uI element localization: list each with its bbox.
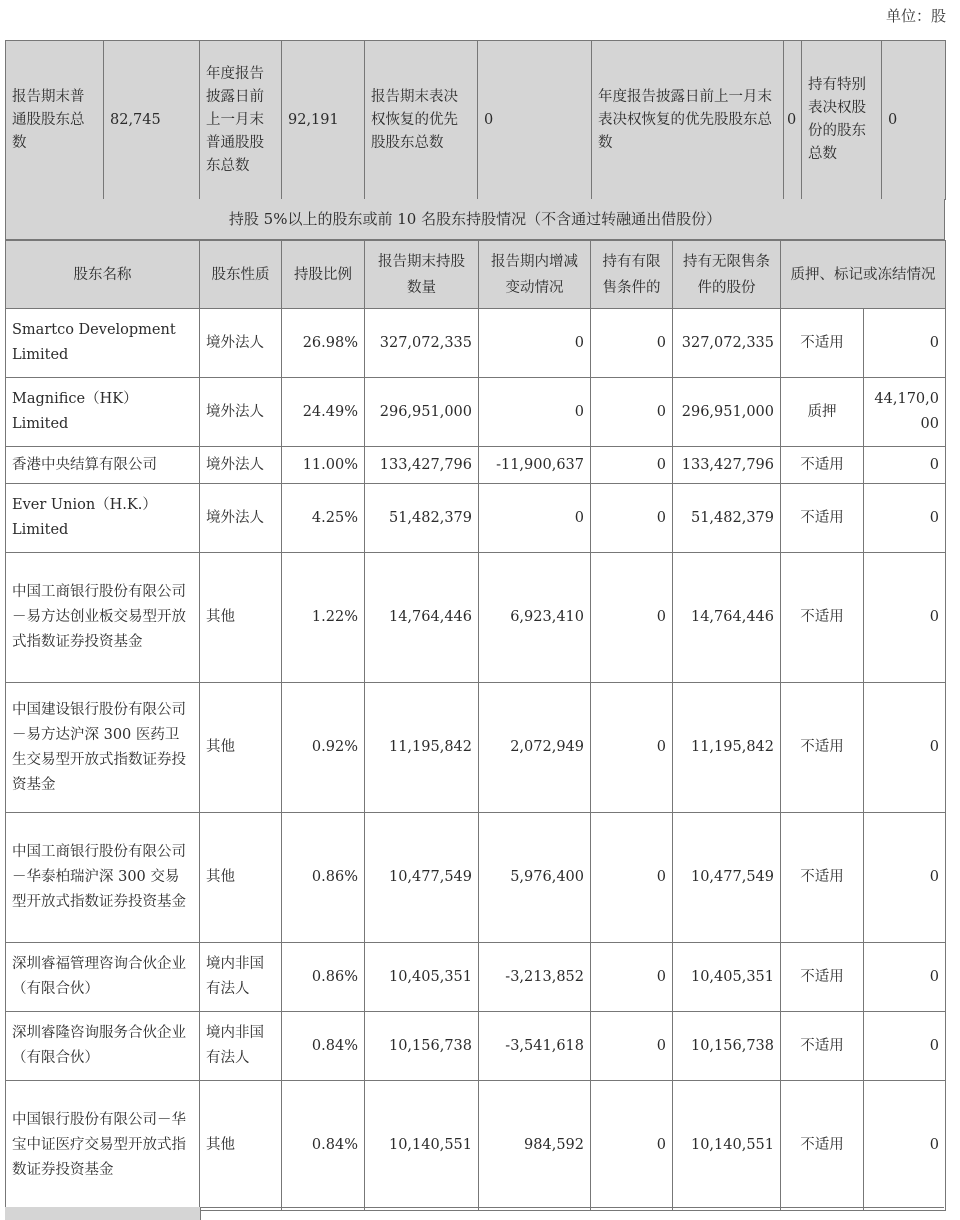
common-holders-value: 82,745 <box>104 41 200 200</box>
pledged-shares: 0 <box>864 943 946 1012</box>
special-value: 0 <box>882 41 946 200</box>
pledge-status: 不适用 <box>781 484 864 553</box>
table-continuation <box>5 1207 201 1220</box>
restricted-shares: 0 <box>591 553 673 683</box>
pledge-status: 质押 <box>781 378 864 447</box>
restricted-shares: 0 <box>591 484 673 553</box>
shares-change: 0 <box>479 378 591 447</box>
pledged-shares: 0 <box>864 683 946 813</box>
col-header-change: 报告期内增减变动情况 <box>479 241 591 309</box>
holding-ratio: 4.25% <box>282 484 365 553</box>
holder-name: 中国工商银行股份有限公司－华泰柏瑞沪深 300 交易型开放式指数证券投资基金 <box>6 813 200 943</box>
holding-ratio: 0.86% <box>282 813 365 943</box>
holders-table <box>5 240 946 1211</box>
holder-name: 香港中央结算有限公司 <box>6 447 200 484</box>
holder-nature: 境外法人 <box>200 447 282 484</box>
holding-ratio: 26.98% <box>282 309 365 378</box>
top-holders-banner: 持股 5%以上的股东或前 10 名股东持股情况（不含通过转融通出借股份） <box>5 199 945 240</box>
common-holders-label: 报告期末普通股股东总数 <box>6 41 104 200</box>
pledged-shares: 0 <box>864 309 946 378</box>
pledged-shares: 0 <box>864 484 946 553</box>
holder-name: Smartco Development Limited <box>6 309 200 378</box>
pledged-shares: 0 <box>864 1081 946 1211</box>
restricted-shares: 0 <box>591 1081 673 1211</box>
holding-ratio: 0.84% <box>282 1012 365 1081</box>
unrestricted-shares: 296,951,000 <box>673 378 781 447</box>
col-header-ratio: 持股比例 <box>282 241 365 309</box>
unit-label: 单位：股 <box>885 7 946 25</box>
table-row <box>6 484 946 553</box>
holding-ratio: 0.84% <box>282 1081 365 1211</box>
unrestricted-shares: 10,156,738 <box>673 1012 781 1081</box>
holder-name: 中国银行股份有限公司－华宝中证医疗交易型开放式指数证券投资基金 <box>6 1081 200 1211</box>
pledged-shares: 0 <box>864 1012 946 1081</box>
unrestricted-shares: 14,764,446 <box>673 553 781 683</box>
holder-name: 深圳睿隆咨询服务合伙企业（有限合伙） <box>6 1012 200 1081</box>
unrestricted-shares: 10,477,549 <box>673 813 781 943</box>
shares-change: 6,923,410 <box>479 553 591 683</box>
pledged-shares: 0 <box>864 813 946 943</box>
restricted-shares: 0 <box>591 447 673 484</box>
table-row <box>6 447 946 484</box>
shares-held: 10,477,549 <box>365 813 479 943</box>
summary-table <box>5 40 946 200</box>
shares-held: 14,764,446 <box>365 553 479 683</box>
col-header-unrestricted: 持有无限售条件的股份 <box>673 241 781 309</box>
unrestricted-shares: 10,405,351 <box>673 943 781 1012</box>
table-row <box>6 683 946 813</box>
pledge-status: 不适用 <box>781 943 864 1012</box>
common-prev-value: 92,191 <box>282 41 365 200</box>
holder-nature: 境内非国有法人 <box>200 1012 282 1081</box>
shares-change: -3,541,618 <box>479 1012 591 1081</box>
holder-name: 深圳睿福管理咨询合伙企业（有限合伙） <box>6 943 200 1012</box>
shares-change: 0 <box>479 309 591 378</box>
holder-name: Ever Union（H.K.） Limited <box>6 484 200 553</box>
restricted-shares: 0 <box>591 683 673 813</box>
restricted-shares: 0 <box>591 309 673 378</box>
holder-nature: 境外法人 <box>200 378 282 447</box>
unrestricted-shares: 10,140,551 <box>673 1081 781 1211</box>
shares-change: -11,900,637 <box>479 447 591 484</box>
pledge-status: 不适用 <box>781 683 864 813</box>
shares-held: 11,195,842 <box>365 683 479 813</box>
shares-change: 2,072,949 <box>479 683 591 813</box>
holder-nature: 其他 <box>200 1081 282 1211</box>
restricted-shares: 0 <box>591 813 673 943</box>
table-row <box>6 378 946 447</box>
unrestricted-shares: 327,072,335 <box>673 309 781 378</box>
shares-change: -3,213,852 <box>479 943 591 1012</box>
table-row <box>6 553 946 683</box>
pledge-status: 不适用 <box>781 813 864 943</box>
common-prev-label: 年度报告披露日前上一月末普通股股东总数 <box>200 41 282 200</box>
unrestricted-shares: 11,195,842 <box>673 683 781 813</box>
shares-held: 10,405,351 <box>365 943 479 1012</box>
table-continuation-line <box>200 1207 944 1208</box>
holding-ratio: 24.49% <box>282 378 365 447</box>
shares-held: 296,951,000 <box>365 378 479 447</box>
pledged-shares: 0 <box>864 553 946 683</box>
unrestricted-shares: 133,427,796 <box>673 447 781 484</box>
pledge-status: 不适用 <box>781 447 864 484</box>
holder-name: Magnifice（HK） Limited <box>6 378 200 447</box>
shares-held: 133,427,796 <box>365 447 479 484</box>
holder-nature: 境外法人 <box>200 309 282 378</box>
holder-nature: 其他 <box>200 813 282 943</box>
pledge-status: 不适用 <box>781 309 864 378</box>
col-header-nature: 股东性质 <box>200 241 282 309</box>
special-label: 持有特别表决权股份的股东总数 <box>802 41 882 200</box>
col-header-shares: 报告期末持股数量 <box>365 241 479 309</box>
shares-held: 327,072,335 <box>365 309 479 378</box>
pref-prev-label: 年度报告披露日前上一月末表决权恢复的优先股股东总数 <box>592 41 784 200</box>
col-header-pledge: 质押、标记或冻结情况 <box>781 241 946 309</box>
table-row <box>6 813 946 943</box>
shares-held: 10,156,738 <box>365 1012 479 1081</box>
pledged-shares: 44,170,000 <box>864 378 946 447</box>
shares-change: 5,976,400 <box>479 813 591 943</box>
holding-ratio: 11.00% <box>282 447 365 484</box>
holding-ratio: 0.86% <box>282 943 365 1012</box>
col-header-restricted: 持有有限售条件的 <box>591 241 673 309</box>
table-header-row <box>6 241 946 309</box>
pref-prev-value: 0 <box>784 41 802 200</box>
holder-name: 中国建设银行股份有限公司－易方达沪深 300 医药卫生交易型开放式指数证券投资基金 <box>6 683 200 813</box>
holder-nature: 其他 <box>200 553 282 683</box>
shares-held: 51,482,379 <box>365 484 479 553</box>
restricted-shares: 0 <box>591 378 673 447</box>
table-row <box>6 1012 946 1081</box>
holder-nature: 境外法人 <box>200 484 282 553</box>
holding-ratio: 1.22% <box>282 553 365 683</box>
pledge-status: 不适用 <box>781 553 864 683</box>
col-header-name: 股东名称 <box>6 241 200 309</box>
shares-held: 10,140,551 <box>365 1081 479 1211</box>
pledge-status: 不适用 <box>781 1012 864 1081</box>
shares-change: 984,592 <box>479 1081 591 1211</box>
holder-name: 中国工商银行股份有限公司－易方达创业板交易型开放式指数证券投资基金 <box>6 553 200 683</box>
table-row <box>6 1081 946 1211</box>
shares-change: 0 <box>479 484 591 553</box>
holder-nature: 其他 <box>200 683 282 813</box>
holder-nature: 境内非国有法人 <box>200 943 282 1012</box>
table-row <box>6 309 946 378</box>
pledge-status: 不适用 <box>781 1081 864 1211</box>
pledged-shares: 0 <box>864 447 946 484</box>
restricted-shares: 0 <box>591 1012 673 1081</box>
restricted-shares: 0 <box>591 943 673 1012</box>
pref-value: 0 <box>478 41 592 200</box>
unrestricted-shares: 51,482,379 <box>673 484 781 553</box>
table-row <box>6 943 946 1012</box>
holding-ratio: 0.92% <box>282 683 365 813</box>
pref-label: 报告期末表决权恢复的优先股股东总数 <box>365 41 478 200</box>
